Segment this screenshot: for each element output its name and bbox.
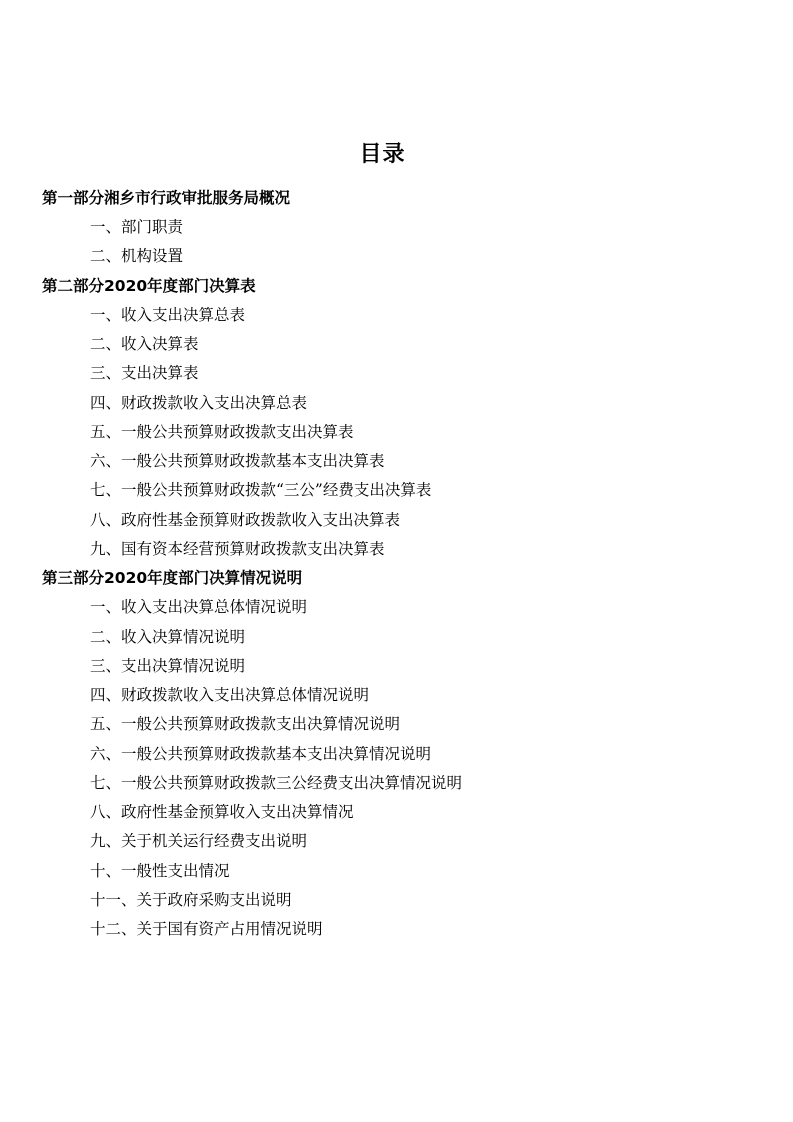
toc-entry[interactable]: 七、一般公共预算财政拨款“三公”经费支出决算表 [90, 481, 432, 500]
toc-section-heading[interactable]: 第三部分2020年度部门决算情况说明 [42, 569, 303, 588]
toc-entry[interactable]: 四、财政拨款收入支出决算总表 [90, 393, 308, 412]
toc-entry[interactable]: 四、财政拨款收入支出决算总体情况说明 [90, 686, 370, 705]
toc-entry[interactable]: 二、收入决算表 [90, 335, 199, 354]
toc-entry[interactable]: 二、收入决算情况说明 [90, 627, 246, 646]
toc-entry[interactable]: 十、一般性支出情况 [90, 861, 230, 880]
toc-entry[interactable]: 七、一般公共预算财政拨款三公经费支出决算情况说明 [90, 773, 463, 792]
toc-entry[interactable]: 十一、关于政府采购支出说明 [90, 890, 292, 909]
toc-entry[interactable]: 一、部门职责 [90, 218, 184, 237]
toc-entry[interactable]: 二、机构设置 [90, 247, 184, 266]
toc-section-heading[interactable]: 第二部分2020年度部门决算表 [42, 276, 256, 295]
toc-entry[interactable]: 十二、关于国有资产占用情况说明 [90, 920, 323, 939]
toc-entry[interactable]: 五、一般公共预算财政拨款支出决算表 [90, 422, 354, 441]
table-of-contents [42, 187, 723, 942]
toc-section-heading[interactable]: 第一部分湘乡市行政审批服务局概况 [42, 188, 291, 207]
toc-entry[interactable]: 三、支出决算表 [90, 364, 199, 383]
toc-entry[interactable]: 五、一般公共预算财政拨款支出决算情况说明 [90, 715, 401, 734]
toc-entry[interactable]: 一、收入支出决算总表 [90, 305, 246, 324]
toc-entry[interactable]: 一、收入支出决算总体情况说明 [90, 598, 308, 617]
toc-entry[interactable]: 八、政府性基金预算收入支出决算情况 [90, 803, 354, 822]
toc-entry[interactable]: 八、政府性基金预算财政拨款收入支出决算表 [90, 510, 401, 529]
page-title: 目录 [359, 142, 406, 167]
toc-entry[interactable]: 六、一般公共预算财政拨款基本支出决算情况说明 [90, 744, 432, 763]
toc-entry[interactable]: 九、国有资本经营预算财政拨款支出决算表 [90, 539, 385, 558]
toc-entry[interactable]: 三、支出决算情况说明 [90, 656, 246, 675]
toc-entry[interactable]: 六、一般公共预算财政拨款基本支出决算表 [90, 452, 385, 471]
toc-entry[interactable]: 九、关于机关运行经费支出说明 [90, 832, 308, 851]
